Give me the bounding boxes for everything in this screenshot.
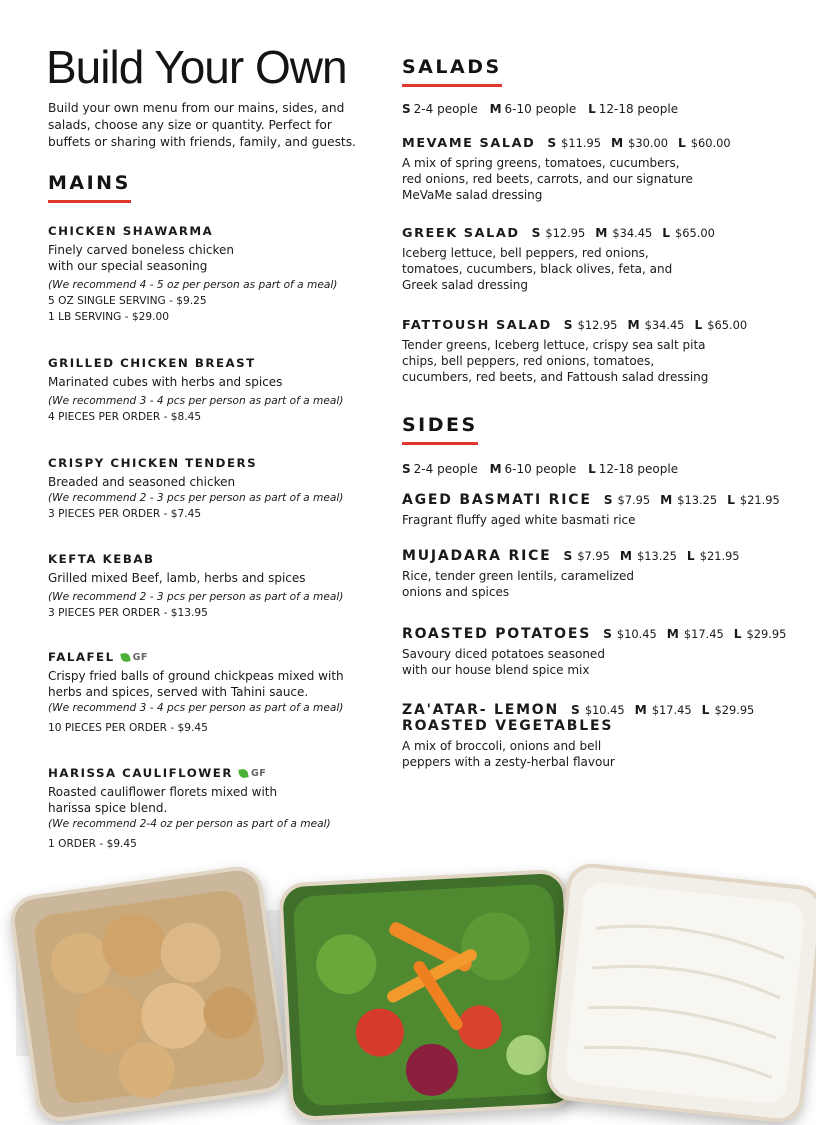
size-s-text: 2-4 people <box>413 102 478 116</box>
item-title-row <box>402 318 782 333</box>
price-l <box>694 318 747 332</box>
price-value: $10.45 <box>616 627 657 641</box>
price-s <box>571 703 625 717</box>
item-desc: Finely carved boneless chicken with our special seasoning <box>48 243 235 273</box>
price-value: $29.95 <box>746 627 787 641</box>
price-m <box>620 549 677 563</box>
size-letter: M <box>619 549 633 563</box>
chicken-pieces-image <box>12 868 286 1120</box>
size-letter: M <box>611 136 624 150</box>
price-value: $17.45 <box>683 627 724 641</box>
item-name: GREEK SALAD <box>402 226 520 241</box>
price-value: $29.95 <box>714 703 755 717</box>
item-name: HARISSA CAULIFLOWER <box>48 766 233 780</box>
item-desc: Iceberg lettuce, bell peppers, red onions, tomatoes, cucumbers, black olives, feta, and Greek salad dressing <box>402 246 673 292</box>
main-item-chicken-shawarma <box>48 224 378 325</box>
price-s <box>547 136 601 150</box>
page-title: Build Your Own <box>46 41 347 93</box>
item-desc: Rice, tender green lentils, caramelized onions and spices <box>402 569 635 599</box>
size-letter: M <box>660 493 673 507</box>
price-value: $21.95 <box>699 549 740 563</box>
side-item-roasted-potatoes <box>402 626 787 678</box>
item-price: 10 PIECES PER ORDER - $9.45 <box>48 722 208 734</box>
size-letter: L <box>733 627 742 641</box>
main-item-kefta-kebab <box>48 552 378 621</box>
price-value: $65.00 <box>707 318 748 332</box>
price-value: $13.25 <box>637 549 677 563</box>
item-name: CRISPY CHICKEN TENDERS <box>48 456 258 470</box>
price-m <box>627 318 684 332</box>
item-recommendation: (We recommend 2-4 oz per person as part of a meal) <box>48 818 331 830</box>
size-m-text: 6-10 people <box>504 102 577 116</box>
price-m <box>611 136 668 150</box>
item-name: FATTOUSH SALAD <box>402 318 552 333</box>
item-name-row <box>48 766 378 780</box>
item-title-row <box>402 702 782 718</box>
item-price: 4 PIECES PER ORDER - $8.45 <box>48 411 202 423</box>
item-desc: Grilled mixed Beef, lamb, herbs and spices <box>48 571 306 585</box>
size-l-letter: L <box>588 102 596 116</box>
sides-heading: SIDES <box>402 414 478 445</box>
item-name: MEVAME SALAD <box>402 136 536 151</box>
main-item-harissa-cauliflower <box>48 766 378 852</box>
price-s <box>604 493 650 507</box>
item-price: 5 OZ SINGLE SERVING - $9.25 <box>48 295 207 307</box>
item-name: KEFTA KEBAB <box>48 552 155 566</box>
salad-item-mevame <box>402 136 782 203</box>
item-title-row <box>402 226 782 241</box>
size-s-letter: S <box>402 102 411 116</box>
gf-badge <box>239 768 266 779</box>
food-photo-strip <box>16 910 800 1056</box>
main-item-grilled-chicken <box>48 356 378 425</box>
item-desc: Marinated cubes with herbs and spices <box>48 375 283 389</box>
price-value: $17.45 <box>651 703 692 717</box>
item-name: ROASTED POTATOES <box>402 626 592 642</box>
price-value: $21.95 <box>739 493 780 507</box>
size-l-letter: L <box>588 462 596 476</box>
salad-item-fattoush <box>402 318 782 385</box>
price-value: $60.00 <box>690 136 731 150</box>
price-value: $30.00 <box>628 136 668 150</box>
size-letter: L <box>678 136 686 150</box>
size-letter: S <box>531 226 541 240</box>
size-letter: S <box>547 136 557 150</box>
chicken-tray-image <box>7 863 290 1124</box>
size-letter: L <box>662 226 671 240</box>
price-l <box>702 703 755 717</box>
item-name: CHICKEN SHAWARMA <box>48 224 214 238</box>
price-m <box>667 627 724 641</box>
price-s <box>603 627 657 641</box>
mains-heading: MAINS <box>48 172 131 203</box>
item-desc: A mix of broccoli, onions and bell peppers with a zesty-herbal flavour <box>402 739 615 769</box>
item-recommendation: (We recommend 3 - 4 pcs per person as part of a meal) <box>48 702 344 714</box>
item-recommendation: (We recommend 4 - 5 oz per person as part of a meal) <box>48 279 338 291</box>
item-name: AGED BASMATI RICE <box>402 492 592 508</box>
item-name-line2: ROASTED VEGETABLES <box>402 718 614 734</box>
salad-item-greek <box>402 226 782 293</box>
size-letter: M <box>627 318 640 332</box>
item-title-row <box>402 626 787 642</box>
size-letter: S <box>563 318 573 332</box>
gf-label: GF <box>132 652 148 663</box>
price-value: $10.45 <box>584 703 625 717</box>
size-letter: M <box>634 703 647 717</box>
leaf-icon <box>238 768 248 778</box>
price-l <box>678 136 731 150</box>
item-price: 3 PIECES PER ORDER - $13.95 <box>48 607 208 619</box>
item-price: 3 PIECES PER ORDER - $7.45 <box>48 508 202 520</box>
size-letter: S <box>603 627 612 641</box>
size-letter: S <box>571 703 580 717</box>
side-item-basmati <box>402 492 782 528</box>
price-s <box>532 226 586 240</box>
price-value: $13.25 <box>677 493 718 507</box>
leaf-icon <box>120 652 130 662</box>
item-price: 1 LB SERVING - $29.00 <box>48 311 169 323</box>
price-value: $34.45 <box>644 318 685 332</box>
item-name: GRILLED CHICKEN BREAST <box>48 356 256 370</box>
price-value: $11.95 <box>561 136 601 150</box>
item-recommendation: (We recommend 2 - 3 pcs per person as part of a meal) <box>48 591 344 603</box>
item-name-row <box>48 650 378 664</box>
size-m-letter: M <box>489 102 502 116</box>
item-price: 1 ORDER - $9.45 <box>48 838 137 850</box>
item-name: MUJADARA RICE <box>402 548 552 564</box>
price-value: $34.45 <box>612 226 653 240</box>
intro-text: Build your own menu from our mains, sides, and salads, choose any size or quantity. Perfect for buffets or sharing with friends, family, and guests. <box>48 101 356 149</box>
size-l-text: 12-18 people <box>598 102 679 116</box>
side-item-roasted-vegetables <box>402 702 782 770</box>
side-item-mujadara <box>402 548 782 600</box>
price-value: $12.95 <box>545 226 586 240</box>
price-l <box>687 549 740 563</box>
size-letter: S <box>603 493 613 507</box>
size-s-letter: S <box>402 462 411 476</box>
price-m <box>635 703 692 717</box>
salads-size-legend <box>402 102 678 116</box>
size-m-text: 6-10 people <box>504 462 577 476</box>
item-desc: Savoury diced potatoes seasoned with our house blend spice mix <box>402 647 605 677</box>
salad-greens-image <box>282 873 574 1117</box>
item-title-row-2 <box>402 718 782 734</box>
item-title-row <box>402 492 782 508</box>
price-s <box>564 318 618 332</box>
price-s <box>564 549 610 563</box>
item-name: ZA'ATAR- LEMON <box>402 702 560 718</box>
size-letter: L <box>694 318 703 332</box>
size-m-letter: M <box>489 462 502 476</box>
price-m <box>660 493 717 507</box>
price-value: $7.95 <box>617 493 651 507</box>
main-item-falafel <box>48 650 378 736</box>
price-value: $7.95 <box>577 549 610 563</box>
basmati-rice-image <box>549 866 816 1121</box>
item-title-row <box>402 548 782 564</box>
price-value: $12.95 <box>577 318 618 332</box>
item-desc: Tender greens, Iceberg lettuce, crispy sea salt pita chips, bell peppers, red onions, tomatoes, cucumbers, red beets, and Fattoush salad dressing <box>402 338 709 384</box>
salads-heading: SALADS <box>402 56 502 87</box>
item-recommendation: (We recommend 2 - 3 pcs per person as part of a meal) <box>48 492 344 504</box>
sides-size-legend <box>402 462 678 476</box>
main-item-chicken-tenders <box>48 456 378 522</box>
item-title-row <box>402 136 782 151</box>
item-desc: Roasted cauliflower florets mixed with harissa spice blend. <box>48 785 278 815</box>
price-l <box>727 493 780 507</box>
size-letter: L <box>727 493 735 507</box>
item-desc: Crispy fried balls of ground chickpeas mixed with herbs and spices, served with Tahini sauce. <box>48 669 344 699</box>
item-desc: A mix of spring greens, tomatoes, cucumbers, red onions, red beets, carrots, and our signature MeVaMe salad dressing <box>402 156 693 202</box>
size-letter: M <box>666 627 679 641</box>
rice-tray-image <box>544 861 816 1125</box>
item-desc: Breaded and seasoned chicken <box>48 475 236 489</box>
price-l <box>734 627 787 641</box>
item-name: FALAFEL <box>48 650 115 664</box>
item-recommendation: (We recommend 3 - 4 pcs per person as part of a meal) <box>48 395 344 407</box>
price-value: $65.00 <box>675 226 715 240</box>
size-letter: S <box>563 549 573 563</box>
gf-badge <box>121 652 148 663</box>
salad-tray-image <box>278 869 578 1122</box>
size-letter: M <box>595 226 608 240</box>
size-l-text: 12-18 people <box>598 462 679 476</box>
size-letter: L <box>701 703 710 717</box>
size-letter: L <box>686 549 695 563</box>
size-s-text: 2-4 people <box>413 462 478 476</box>
price-m <box>595 226 652 240</box>
price-l <box>662 226 715 240</box>
gf-label: GF <box>250 768 267 779</box>
item-desc: Fragrant fluffy aged white basmati rice <box>402 513 636 527</box>
